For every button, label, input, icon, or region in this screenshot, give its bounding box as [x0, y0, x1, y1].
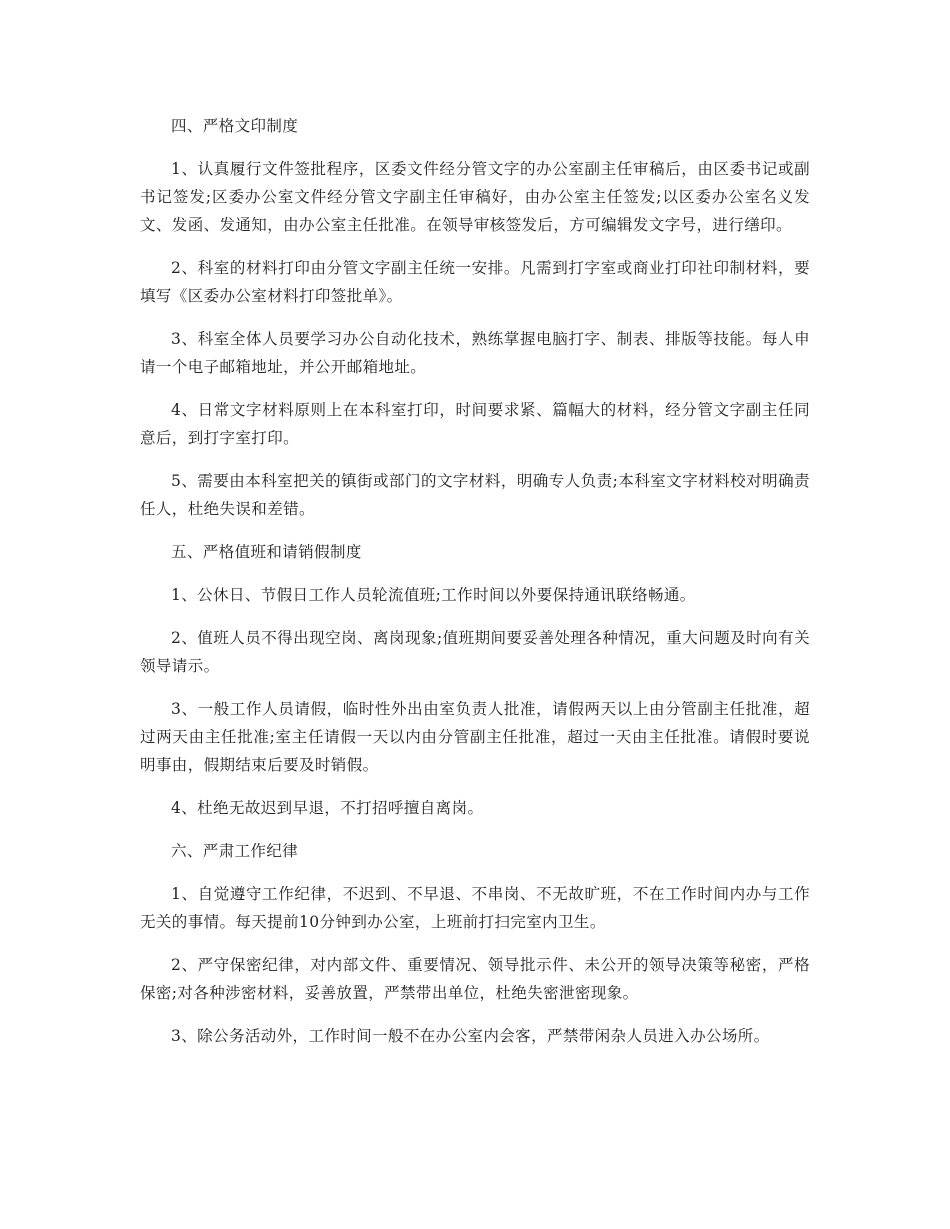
- paragraph: 1、公休日、节假日工作人员轮流值班;工作时间以外要保持通讯联络畅通。: [171, 586, 696, 604]
- section-heading-6: 六、严肃工作纪律: [171, 842, 299, 860]
- paragraph: 1、认真履行文件签批程序，区委文件经分管文字的办公室副主任审稿后，由区委书记或副书记签发;区委办公室文件经分管文字副主任审稿好，由办公室主任签发;以区委办公室名义发文、发函、发通知，由办公室主任批准。在领导审核签发后，方可编辑发文字号，进行缮印。: [140, 160, 810, 234]
- paragraph: 3、一般工作人员请假，临时性外出由室负责人批准，请假两天以上由分管副主任批准，超过两天由主任批准;室主任请假一天以内由分管副主任批准，超过一天由主任批准。请假时要说明事由，假期结束后要及时销假。: [140, 700, 810, 774]
- paragraph: 2、严守保密纪律，对内部文件、重要情况、领导批示件、未公开的领导决策等秘密，严格保密;对各种涉密材料，妥善放置，严禁带出单位，杜绝失密泄密现象。: [140, 956, 810, 1002]
- paragraph: 3、科室全体人员要学习办公自动化技术，熟练掌握电脑打字、制表、排版等技能。每人申请一个电子邮箱地址，并公开邮箱地址。: [140, 330, 810, 376]
- paragraph: 1、自觉遵守工作纪律，不迟到、不早退、不串岗、不无故旷班，不在工作时间内办与工作无关的事情。每天提前10分钟到办公室，上班前打扫完室内卫生。: [140, 885, 810, 931]
- paragraph: 4、日常文字材料原则上在本科室打印，时间要求紧、篇幅大的材料，经分管文字副主任同意后，到打字室打印。: [140, 401, 810, 447]
- section-heading-5: 五、严格值班和请销假制度: [171, 543, 362, 561]
- paragraph: 5、需要由本科室把关的镇街或部门的文字材料，明确专人负责;本科室文字材料校对明确责任人，杜绝失误和差错。: [140, 472, 810, 518]
- paragraph: 3、除公务活动外，工作时间一般不在办公室内会客，严禁带闲杂人员进入办公场所。: [171, 1027, 770, 1045]
- paragraph: 2、科室的材料打印由分管文字副主任统一安排。凡需到打字室或商业打印社印制材料，要填写《区委办公室材料打印签批单》。: [140, 259, 810, 305]
- paragraph: 4、杜绝无故迟到早退，不打招呼擅自离岗。: [171, 799, 484, 817]
- document-page: [140, 112, 810, 1065]
- section-heading-4: 四、严格文印制度: [171, 117, 299, 135]
- paragraph: 2、值班人员不得出现空岗、离岗现象;值班期间要妥善处理各种情况，重大问题及时向有关领导请示。: [140, 629, 810, 675]
